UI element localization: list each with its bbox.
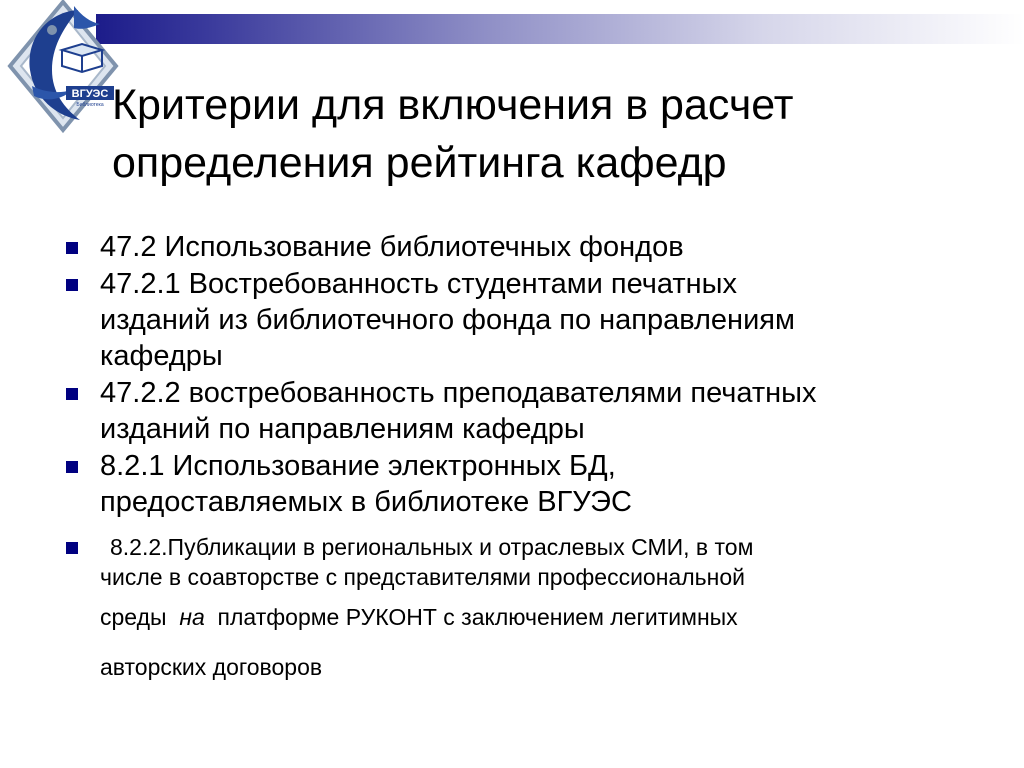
criteria-item (62, 532, 962, 692)
criteria-item (62, 266, 962, 374)
criteria-line: числе в соавторстве с представителями профессиональной (100, 564, 745, 590)
square-bullet-icon (66, 242, 78, 254)
criteria-item (62, 375, 962, 447)
criteria-line: предоставляемых в библиотеке ВГУЭС (100, 486, 632, 518)
criteria-list (62, 229, 962, 692)
criteria-line: авторских договоров (100, 654, 323, 680)
criteria-item (62, 448, 962, 520)
criteria-line: кафедры (100, 340, 223, 372)
svg-text:ВГУЭС: ВГУЭС (71, 88, 109, 100)
criteria-line: 47.2.1 Востребованность студентами печатных (100, 268, 738, 300)
svg-text:Библиотека: Библиотека (76, 102, 104, 108)
criteria-text: среды (100, 604, 167, 630)
criteria-text-italic: на (179, 604, 205, 630)
square-bullet-icon (66, 461, 78, 473)
square-bullet-icon (66, 388, 78, 400)
slide-title-line: определения рейтинга кафедр (112, 139, 727, 187)
criteria-line: 8.2.1 Использование электронных БД, (100, 450, 616, 482)
criteria-line: 8.2.2.Публикации в региональных и отраслевых СМИ, в том (110, 534, 754, 560)
vguees-logo (4, 0, 122, 140)
criteria-line (100, 592, 962, 642)
slide-title (112, 76, 992, 192)
slide-title-line: Критерии для включения в расчет (112, 81, 794, 129)
criteria-line: 47.2.2 востребованность преподавателями печатных (100, 377, 817, 409)
criteria-line: изданий по направлениям кафедры (100, 413, 585, 445)
criteria-text: платформе РУКОНТ с заключением легитимных (217, 604, 738, 630)
criteria-line: изданий из библиотечного фонда по направлениям (100, 304, 795, 336)
square-bullet-icon (66, 279, 78, 291)
header-gradient-bar (96, 14, 1024, 44)
criteria-item (62, 229, 962, 265)
square-bullet-icon (66, 542, 78, 554)
criteria-line: 47.2 Использование библиотечных фондов (100, 231, 684, 263)
